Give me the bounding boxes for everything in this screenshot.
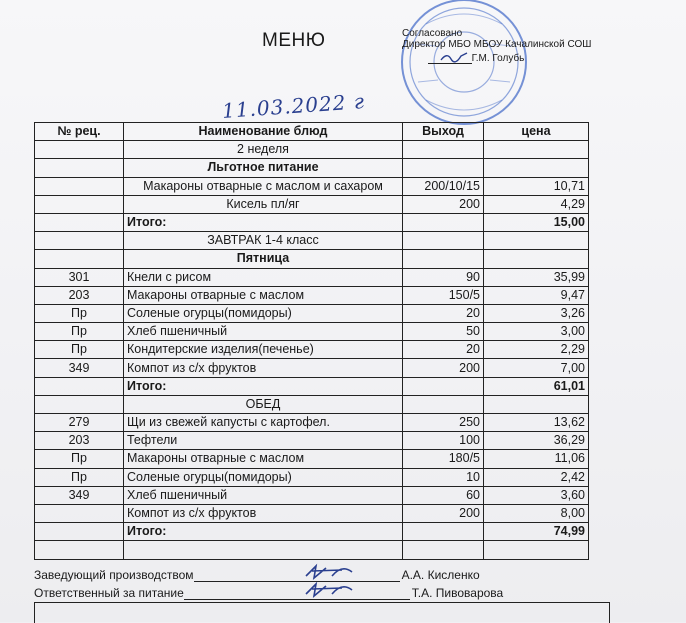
portion-cell <box>403 250 484 268</box>
table-row <box>35 323 589 341</box>
recipe-number-cell: Пр <box>35 323 124 341</box>
price-cell: 2,29 <box>484 341 589 359</box>
recipe-number-cell <box>35 159 124 177</box>
table-row <box>35 486 589 504</box>
recipe-number-cell <box>35 213 124 231</box>
dish-name-cell: ОБЕД <box>124 395 403 413</box>
recipe-number-cell <box>35 232 124 250</box>
price-cell <box>484 141 589 159</box>
footer-bottom-box <box>34 602 610 623</box>
nutrition-responsible-signature <box>302 580 362 600</box>
dish-name-cell: Компот из с/х фруктов <box>124 359 403 377</box>
dish-name-cell: Макароны отварные с маслом <box>124 450 403 468</box>
recipe-number-cell <box>35 377 124 395</box>
portion-cell <box>403 141 484 159</box>
portion-cell: 200 <box>403 195 484 213</box>
dish-name-cell: Макароны отварные с маслом и сахаром <box>124 177 403 195</box>
portion-cell: 180/5 <box>403 450 484 468</box>
price-cell: 10,71 <box>484 177 589 195</box>
table-row <box>35 414 589 432</box>
price-cell: 74,99 <box>484 523 589 541</box>
table-row <box>35 541 589 559</box>
table-section-row <box>35 250 589 268</box>
column-header-portion: Выход <box>403 123 484 141</box>
recipe-number-cell: Пр <box>35 450 124 468</box>
table-row <box>35 304 589 322</box>
portion-cell: 250 <box>403 414 484 432</box>
dish-name-cell: Соленые огурцы(помидоры) <box>124 468 403 486</box>
price-cell <box>484 232 589 250</box>
table-row <box>35 195 589 213</box>
menu-table <box>34 122 589 560</box>
table-section-row <box>35 395 589 413</box>
recipe-number-cell: 203 <box>35 432 124 450</box>
column-header-dish-name: Наименование блюд <box>124 123 403 141</box>
table-row <box>35 177 589 195</box>
recipe-number-cell: 349 <box>35 359 124 377</box>
production-manager-name: А.А. Кисленко <box>401 568 480 582</box>
handwritten-date: 11.03.2022 г <box>221 89 366 123</box>
nutrition-signature-line <box>184 587 410 600</box>
portion-cell: 60 <box>403 486 484 504</box>
recipe-number-cell <box>35 177 124 195</box>
recipe-number-cell: Пр <box>35 468 124 486</box>
recipe-number-cell: 301 <box>35 268 124 286</box>
nutrition-responsible-name: Т.А. Пивоварова <box>411 586 504 600</box>
table-total-row <box>35 523 589 541</box>
price-cell: 3,60 <box>484 486 589 504</box>
portion-cell: 50 <box>403 323 484 341</box>
dish-name-cell: Кнели с рисом <box>124 268 403 286</box>
price-cell: 4,29 <box>484 195 589 213</box>
portion-cell: 20 <box>403 304 484 322</box>
price-cell <box>484 541 589 559</box>
approval-signature-line <box>402 50 662 64</box>
portion-cell <box>403 213 484 231</box>
price-cell: 35,99 <box>484 268 589 286</box>
approval-block <box>402 28 662 64</box>
portion-cell: 200 <box>403 359 484 377</box>
price-cell <box>484 250 589 268</box>
portion-cell <box>403 232 484 250</box>
dish-name-cell: Тефтели <box>124 432 403 450</box>
portion-cell: 200/10/15 <box>403 177 484 195</box>
portion-cell: 150/5 <box>403 286 484 304</box>
table-row <box>35 341 589 359</box>
portion-cell <box>403 541 484 559</box>
recipe-number-cell <box>35 250 124 268</box>
production-signature-line <box>194 569 400 582</box>
portion-cell: 200 <box>403 504 484 522</box>
portion-cell: 20 <box>403 341 484 359</box>
dish-name-cell: Льготное питание <box>124 159 403 177</box>
dish-name-cell: Итого: <box>124 213 403 231</box>
footer-nutrition-responsible <box>34 586 614 600</box>
approval-position: Директор МБО МБОУ Качалинской СОШ <box>402 39 592 50</box>
table-row <box>35 286 589 304</box>
table-section-row <box>35 159 589 177</box>
recipe-number-cell: 349 <box>35 486 124 504</box>
dish-name-cell: Пятница <box>124 250 403 268</box>
menu-table-wrapper <box>34 122 585 560</box>
price-cell: 11,06 <box>484 450 589 468</box>
price-cell: 9,47 <box>484 286 589 304</box>
recipe-number-cell <box>35 504 124 522</box>
recipe-number-cell <box>35 541 124 559</box>
dish-name-cell: ЗАВТРАК 1-4 класс <box>124 232 403 250</box>
column-header-price: цена <box>484 123 589 141</box>
column-header-recipe-number: № рец. <box>35 123 124 141</box>
portion-cell <box>403 159 484 177</box>
production-manager-label: Заведующий производством <box>34 568 194 582</box>
approval-director-name: Г.М. Голубь <box>471 53 525 64</box>
recipe-number-cell: 203 <box>35 286 124 304</box>
price-cell: 3,26 <box>484 304 589 322</box>
recipe-number-cell <box>35 523 124 541</box>
price-cell: 8,00 <box>484 504 589 522</box>
nutrition-responsible-label: Ответственный за питание <box>34 586 184 600</box>
recipe-number-cell <box>35 141 124 159</box>
dish-name-cell: Компот из с/х фруктов <box>124 504 403 522</box>
official-stamp-seal <box>396 0 532 130</box>
price-cell: 2,42 <box>484 468 589 486</box>
table-row <box>35 359 589 377</box>
document-title: МЕНЮ <box>262 30 326 51</box>
portion-cell: 100 <box>403 432 484 450</box>
dish-name-cell <box>124 541 403 559</box>
table-row <box>35 450 589 468</box>
price-cell: 36,29 <box>484 432 589 450</box>
dish-name-cell: Итого: <box>124 523 403 541</box>
price-cell: 13,62 <box>484 414 589 432</box>
table-total-row <box>35 377 589 395</box>
recipe-number-cell <box>35 195 124 213</box>
dish-name-cell: Кисель пл/яг <box>124 195 403 213</box>
director-signature <box>439 50 469 64</box>
dish-name-cell: Соленые огурцы(помидоры) <box>124 304 403 322</box>
recipe-number-cell <box>35 395 124 413</box>
portion-cell: 90 <box>403 268 484 286</box>
portion-cell <box>403 395 484 413</box>
production-manager-signature <box>302 562 362 582</box>
price-cell <box>484 159 589 177</box>
table-section-row <box>35 141 589 159</box>
dish-name-cell: Итого: <box>124 377 403 395</box>
portion-cell: 10 <box>403 468 484 486</box>
recipe-number-cell: 279 <box>35 414 124 432</box>
table-row <box>35 268 589 286</box>
table-row <box>35 432 589 450</box>
table-header-row <box>35 123 589 141</box>
recipe-number-cell: Пр <box>35 341 124 359</box>
price-cell: 61,01 <box>484 377 589 395</box>
dish-name-cell: Хлеб пшеничный <box>124 486 403 504</box>
dish-name-cell: Макароны отварные с маслом <box>124 286 403 304</box>
dish-name-cell: Кондитерские изделия(печенье) <box>124 341 403 359</box>
price-cell <box>484 395 589 413</box>
portion-cell <box>403 523 484 541</box>
table-row <box>35 468 589 486</box>
table-section-row <box>35 232 589 250</box>
table-row <box>35 504 589 522</box>
portion-cell <box>403 377 484 395</box>
price-cell: 7,00 <box>484 359 589 377</box>
dish-name-cell: 2 неделя <box>124 141 403 159</box>
dish-name-cell: Хлеб пшеничный <box>124 323 403 341</box>
dish-name-cell: Щи из свежей капусты с картофел. <box>124 414 403 432</box>
price-cell: 3,00 <box>484 323 589 341</box>
table-total-row <box>35 213 589 231</box>
approval-heading: Согласовано <box>402 28 463 39</box>
price-cell: 15,00 <box>484 213 589 231</box>
recipe-number-cell: Пр <box>35 304 124 322</box>
